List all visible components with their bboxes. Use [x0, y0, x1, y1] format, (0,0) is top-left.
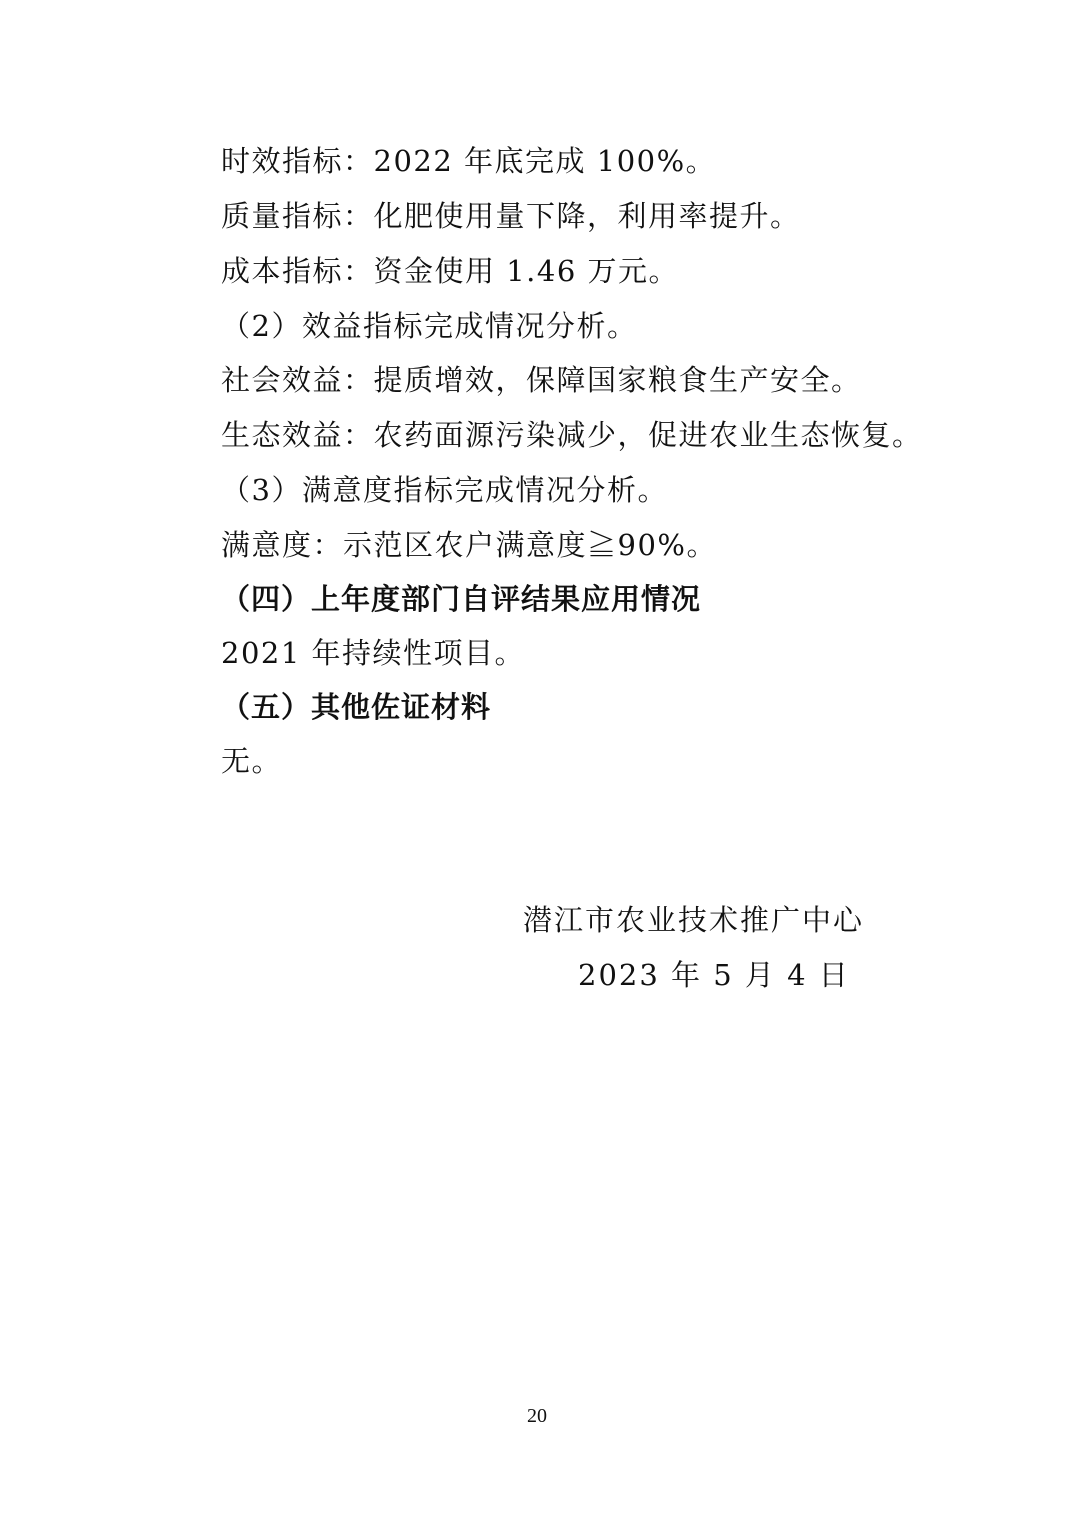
- section-4-heading: （四）上年度部门自评结果应用情况: [221, 582, 702, 616]
- section-5-heading: （五）其他佐证材料: [221, 690, 492, 724]
- satisfaction-indicator: 满意度：示范区农户满意度≧90%。: [221, 528, 717, 562]
- page-number: 20: [527, 1405, 547, 1427]
- satisfaction-analysis-subheading: （3）满意度指标完成情况分析。: [221, 473, 668, 507]
- timeliness-indicator: 时效指标：2022 年底完成 100%。: [221, 144, 717, 178]
- section-5-body: 无。: [221, 744, 283, 778]
- cost-indicator: 成本指标：资金使用 1.46 万元。: [221, 254, 680, 288]
- benefit-analysis-subheading: （2）效益指标完成情况分析。: [221, 309, 638, 343]
- social-benefit: 社会效益：提质增效，保障国家粮食生产安全。: [221, 363, 862, 397]
- ecological-benefit: 生态效益：农药面源污染减少，促进农业生态恢复。: [221, 418, 923, 452]
- signature-date: 2023 年 5 月 4 日: [578, 958, 850, 992]
- signature-organization: 潜江市农业技术推广中心: [523, 903, 865, 937]
- quality-indicator: 质量指标：化肥使用量下降，利用率提升。: [221, 199, 801, 233]
- section-4-body: 2021 年持续性项目。: [221, 636, 526, 670]
